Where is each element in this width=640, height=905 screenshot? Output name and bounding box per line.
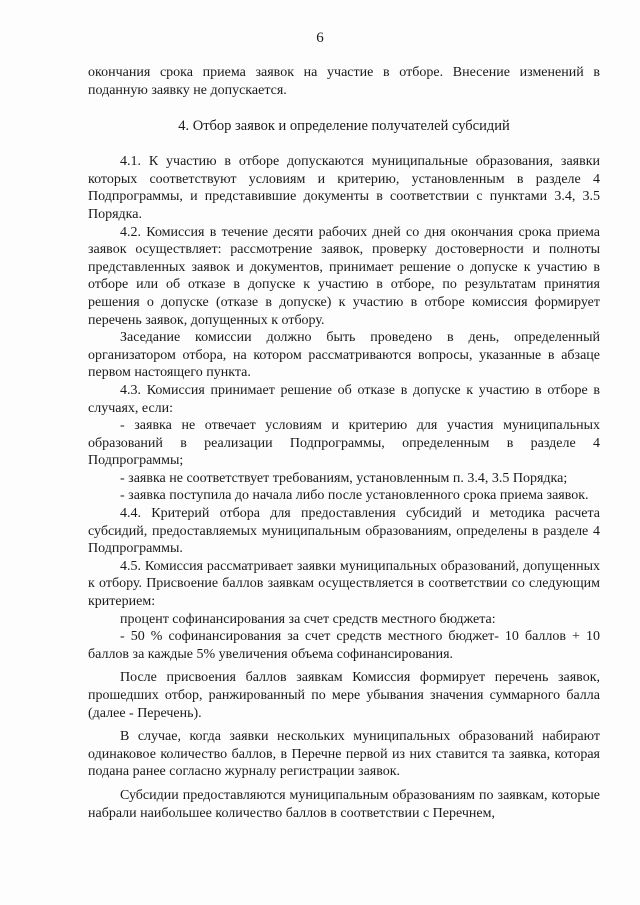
paragraph-4-1: 4.1. К участию в отборе допускаются муниципальные образования, заявки которых соответствуют условиям и критерию, установленным в разделе 4 Подпрограммы, и представившие документы в соответствии с пунктами 3.4, 3.5 Порядка. (88, 154, 600, 222)
paragraph-subsidies: Субсидии предоставляются муниципальным образованиям по заявкам, которые набрали наибольшее количество баллов в соответствии с Перечнем, (88, 787, 600, 821)
paragraph-criterion-detail: - 50 % софинансирования за счет средств местного бюджет- 10 баллов + 10 баллов за каждые 5% увеличения объема софинансирования. (88, 629, 600, 662)
document-body (88, 64, 600, 822)
paragraph-equal-scores: В случае, когда заявки нескольких муниципальных образований набирают одинаковое количество баллов, в Перечне первой из них ставится та заявка, которая подана ранее согласно журналу регистрации заявок. (88, 729, 600, 780)
list-item-bullet-3: - заявка поступила до начала либо после установленного срока приема заявок. (120, 488, 589, 504)
list-item-bullet-1: - заявка не отвечает условиям и критерию для участия муниципальных образований в реализации Подпрограммы, определенным в разделе 4 Подпрограммы; (88, 418, 600, 469)
list-item-bullet-2: - заявка не соответствует требованиям, установленным п. 3.4, 3.5 Порядка; (120, 470, 568, 486)
paragraph-4-4: 4.4. Критерий отбора для предоставления субсидий и методика расчета субсидий, предоставляемых муниципальным образованиям, определены в разделе 4 Подпрограммы. (88, 506, 600, 557)
paragraph-after-scoring: После присвоения баллов заявкам Комиссия формирует перечень заявок, прошедших отбор, ранжированный по мере убывания значения суммарного балла (далее - Перечень). (88, 670, 600, 721)
paragraph-meeting: Заседание комиссии должно быть проведено в день, определенный организатором отбора, на котором рассматриваются вопросы, указанные в абзаце первом настоящего пункта. (88, 330, 600, 381)
paragraph-4-2: 4.2. Комиссия в течение десяти рабочих дней со дня окончания срока приема заявок осуществляет: рассмотрение заявок, проверку достоверности и полноты представленных заявок и документов, принимает решение о допуске к участию в отборе или об отказе в допуске к участию в отборе, по результатам принятия решения о допуске (отказе в допуске) к участию в отборе комиссия формирует перечень заявок, допущенных к отбору. (88, 224, 600, 328)
paragraph-criterion: процент софинансирования за счет средств местного бюджета: (120, 611, 496, 627)
section-title: 4. Отбор заявок и определение получателей субсидий (178, 118, 510, 135)
paragraph-4-3: 4.3. Комиссия принимает решение об отказе в допуске к участию в отборе в случаях, если: (88, 382, 600, 416)
page-number: 6 (316, 30, 324, 46)
intro-paragraph: окончания срока приема заявок на участие в отборе. Внесение изменений в поданную заявку не допускается. (88, 65, 600, 98)
paragraph-4-5: 4.5. Комиссия рассматривает заявки муниципальных образований, допущенных к отбору. Присвоение баллов заявкам осуществляется в соответствии со следующим критерием: (88, 558, 600, 610)
